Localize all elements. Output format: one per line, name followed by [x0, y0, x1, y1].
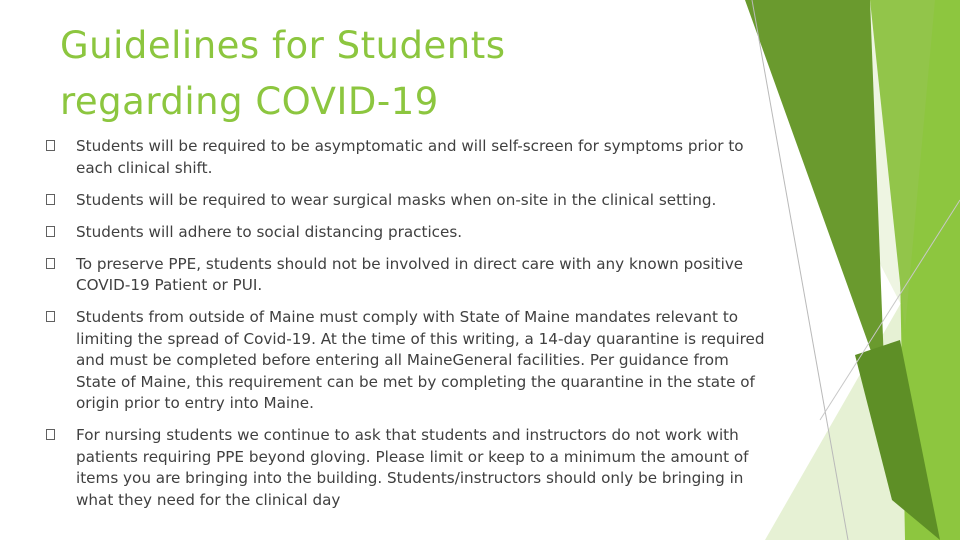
- slide-title: [60, 18, 700, 130]
- list-item: [46, 222, 766, 244]
- bullet-text: Students from outside of Maine must comply with State of Maine mandates relevant to limiting the spread of Covid-19. At the time of this writing, a 14-day quarantine is required and must be completed before entering all MaineGeneral facilities. Per guidance from State of Maine, this requirement can be met by completing the quarantine in the state of origin prior to entry into Maine.: [76, 308, 765, 412]
- bullet-text: For nursing students we continue to ask that students and instructors do not work with patients requiring PPE beyond gloving. Please limit or keep to a minimum the amount of items you are bringing into the building. Students/instructors should only be bringing in what they need for the clinical day: [76, 426, 749, 509]
- square-bullet-icon: [46, 311, 55, 322]
- list-item: [46, 307, 766, 415]
- title-line-2: regarding COVID-19: [60, 80, 439, 123]
- bullet-text: Students will be required to wear surgical masks when on-site in the clinical setting.: [76, 190, 717, 209]
- square-bullet-icon: [46, 429, 55, 440]
- bullet-list: [46, 136, 766, 522]
- list-item: [46, 190, 766, 212]
- list-item: [46, 425, 766, 511]
- deco-shape-dark: [745, 0, 885, 390]
- square-bullet-icon: [46, 258, 55, 269]
- bullet-text: Students will be required to be asymptomatic and will self-screen for symptoms prior to each clinical shift.: [76, 137, 744, 177]
- square-bullet-icon: [46, 194, 55, 205]
- square-bullet-icon: [46, 226, 55, 237]
- bullet-text: To preserve PPE, students should not be involved in direct care with any known positive COVID-19 Patient or PUI.: [76, 254, 744, 294]
- list-item: [46, 136, 766, 179]
- square-bullet-icon: [46, 140, 55, 151]
- bullet-text: Students will adhere to social distancing practices.: [76, 222, 463, 241]
- title-line-1: Guidelines for Students: [60, 24, 506, 67]
- list-item: [46, 254, 766, 297]
